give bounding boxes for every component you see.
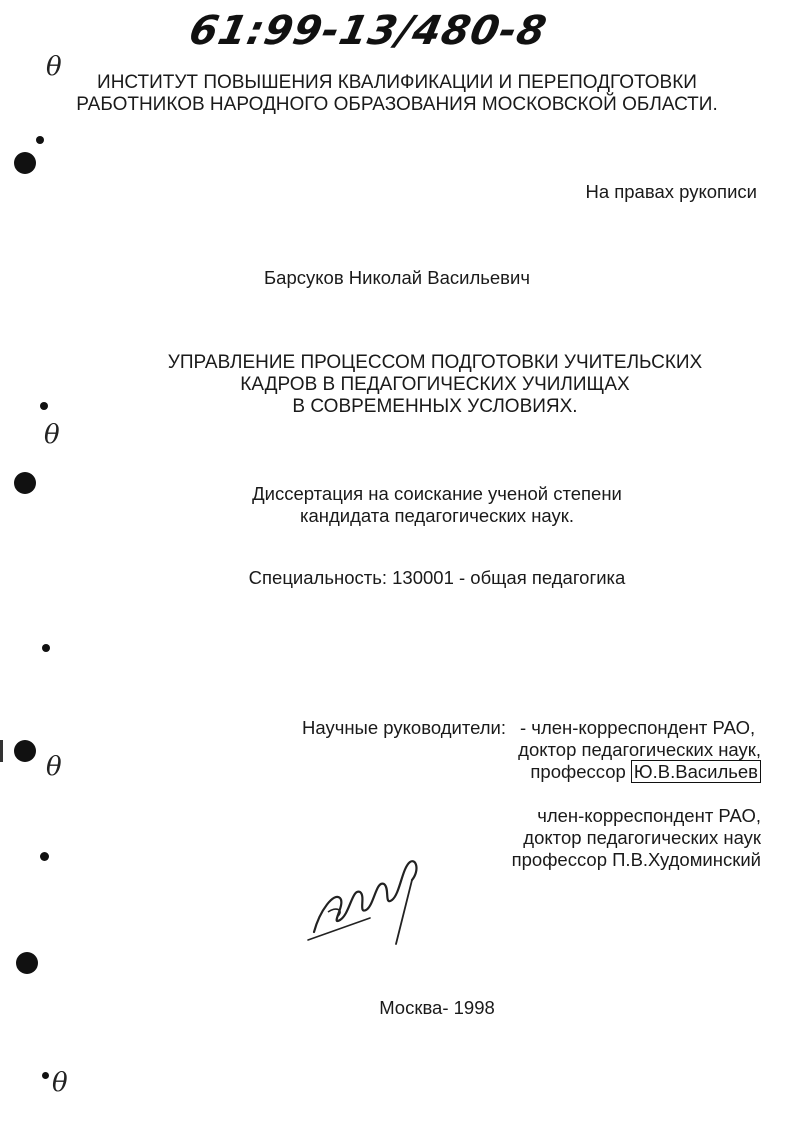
binding-speck [40,852,49,861]
supervisor-1-line-3 [530,761,761,783]
binding-speck [36,136,44,144]
margin-scribble-mark: θ [52,1068,68,1098]
supervisor-1-title: профессор [530,761,626,782]
binding-speck [42,1072,49,1079]
supervisor-1-name-box: Ю.В.Васильев [631,760,761,783]
thesis-title-line-1: УПРАВЛЕНИЕ ПРОЦЕССОМ ПОДГОТОВКИ УЧИТЕЛЬСКИХ [167,352,703,373]
supervisor-2-line-1: член-корреспондент РАО, [537,805,761,826]
supervisor-1-line-1: - член-корреспондент РАО, [520,717,756,738]
binding-hole [16,952,38,974]
margin-scribble-mark: θ [46,52,62,82]
archive-stamp-code: 61:99-13/480-8 [185,8,552,54]
binding-hole [14,152,36,174]
thesis-title-line-2: КАДРОВ В ПЕДАГОГИЧЕСКИХ УЧИЛИЩАХ [240,374,630,395]
place-and-year: Москва- 1998 [379,997,495,1018]
thesis-title-line-3: В СОВРЕМЕННЫХ УСЛОВИЯХ. [292,396,578,417]
author-name: Барсуков Николай Васильевич [264,267,530,288]
institute-line-1: ИНСТИТУТ ПОВЫШЕНИЯ КВАЛИФИКАЦИИ И ПЕРЕПОДГОТОВКИ [97,72,697,93]
specialty: Специальность: 130001 - общая педагогика [248,567,626,588]
institute-line-2: РАБОТНИКОВ НАРОДНОГО ОБРАЗОВАНИЯ МОСКОВСКОЙ ОБЛАСТИ. [76,94,718,115]
binding-speck [42,644,50,652]
margin-scribble-mark: θ [44,420,60,450]
rights-note: На правах рукописи [585,181,757,202]
supervisor-2-line-3: профессор П.В.Худоминский [511,849,761,870]
handwritten-signature [300,840,440,950]
supervisors-label: Научные руководители: [302,717,507,738]
supervisor-2-line-2: доктор педагогических наук [523,827,761,848]
binding-hole [14,740,36,762]
margin-scribble-mark: θ [46,752,62,782]
supervisor-1-line-2: доктор педагогических наук, [518,739,761,760]
degree-line-2: кандидата педагогических наук. [300,505,574,526]
degree-line-1: Диссертация на соискание ученой степени [252,483,622,504]
scan-edge-mark [0,740,3,762]
